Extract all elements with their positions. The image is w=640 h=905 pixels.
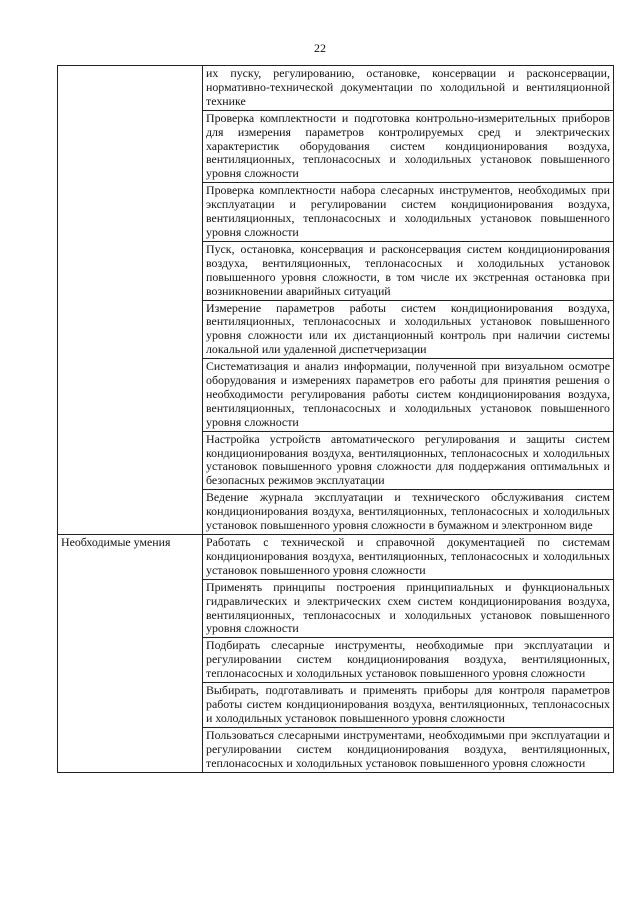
- table-cell-item: Проверка комплектности и подготовка контрольно-измерительных приборов для измерения параметров контролируемых сред и электрических характеристик оборудования систем кондиционирования воздуха, вентиляционных, теплонасосных и холодильных установок повышенного уровня сложности: [203, 110, 614, 183]
- table-cell-item: Систематизация и анализ информации, полученной при визуальном осмотре оборудования и измерениях параметров его работы для принятия решения о необходимости регулирования работы систем кондиционирования воздуха, вентиляционных, теплонасосных и холодильных установок повышенного уровня сложности: [203, 359, 614, 432]
- table-cell-item: Пользоваться слесарными инструментами, необходимыми при эксплуатации и регулировании систем кондиционирования воздуха, вентиляционных, теплонасосных и холодильных установок повышенного уровня сложности: [203, 727, 614, 772]
- table-cell-item: Выбирать, подготавливать и применять приборы для контроля параметров работы систем кондиционирования воздуха, вентиляционных, теплонасосных и холодильных установок повышенного уровня сложности: [203, 683, 614, 728]
- table-cell-item: Применять принципы построения принципиальных и функциональных гидравлических и электрических схем систем кондиционирования воздуха, вентиляционных, теплонасосных и холодильных установок повышенного уровня сложности: [203, 579, 614, 638]
- page-number: 22: [314, 41, 326, 55]
- table-cell-item: их пуску, регулированию, остановке, консервации и расконсервации, нормативно-технической документации по холодильной и вентиляционной технике: [203, 66, 614, 111]
- table-row: [58, 66, 614, 111]
- table-body: [58, 66, 614, 773]
- table-cell-item: Ведение журнала эксплуатации и технического обслуживания систем кондиционирования воздуха, вентиляционных, теплонасосных и холодильных установок повышенного уровня сложности в бумажном и электронном виде: [203, 490, 614, 535]
- table-cell-item: Проверка комплектности набора слесарных инструментов, необходимых при эксплуатации и регулировании систем кондиционирования воздуха, вентиляционных, теплонасосных и холодильных установок повышенного уровня сложности: [203, 183, 614, 242]
- table-cell-item: Пуск, остановка, консервация и расконсервация систем кондиционирования воздуха, вентиляционных, теплонасосных и холодильных установок повышенного уровня сложности, в том числе их экстренная остановка при возникновении аварийных ситуаций: [203, 241, 614, 300]
- table-cell-item: Подбирать слесарные инструменты, необходимые при эксплуатации и регулировании систем кондиционирования воздуха, вентиляционных, теплонасосных и холодильных установок повышенного уровня сложности: [203, 638, 614, 683]
- table-row: [58, 535, 614, 580]
- section-label: Необходимые умения: [58, 535, 203, 773]
- requirements-table: [57, 65, 614, 773]
- table-cell-item: Настройка устройств автоматического регулирования и защиты систем кондиционирования воздуха, вентиляционных, теплонасосных и холодильных установок повышенного уровня сложности для поддержания оптимальных и безопасных режимов эксплуатации: [203, 431, 614, 490]
- table-cell-item: Работать с технической и справочной документацией по системам кондиционирования воздуха, вентиляционных, теплонасосных и холодильных установок повышенного уровня сложности: [203, 535, 614, 580]
- table-cell-item: Измерение параметров работы систем кондиционирования воздуха, вентиляционных, теплонасосных и холодильных установок повышенного уровня сложности или их дистанционный контроль при наличии системы локальной или удаленной диспетчеризации: [203, 300, 614, 359]
- section-label: [58, 66, 203, 535]
